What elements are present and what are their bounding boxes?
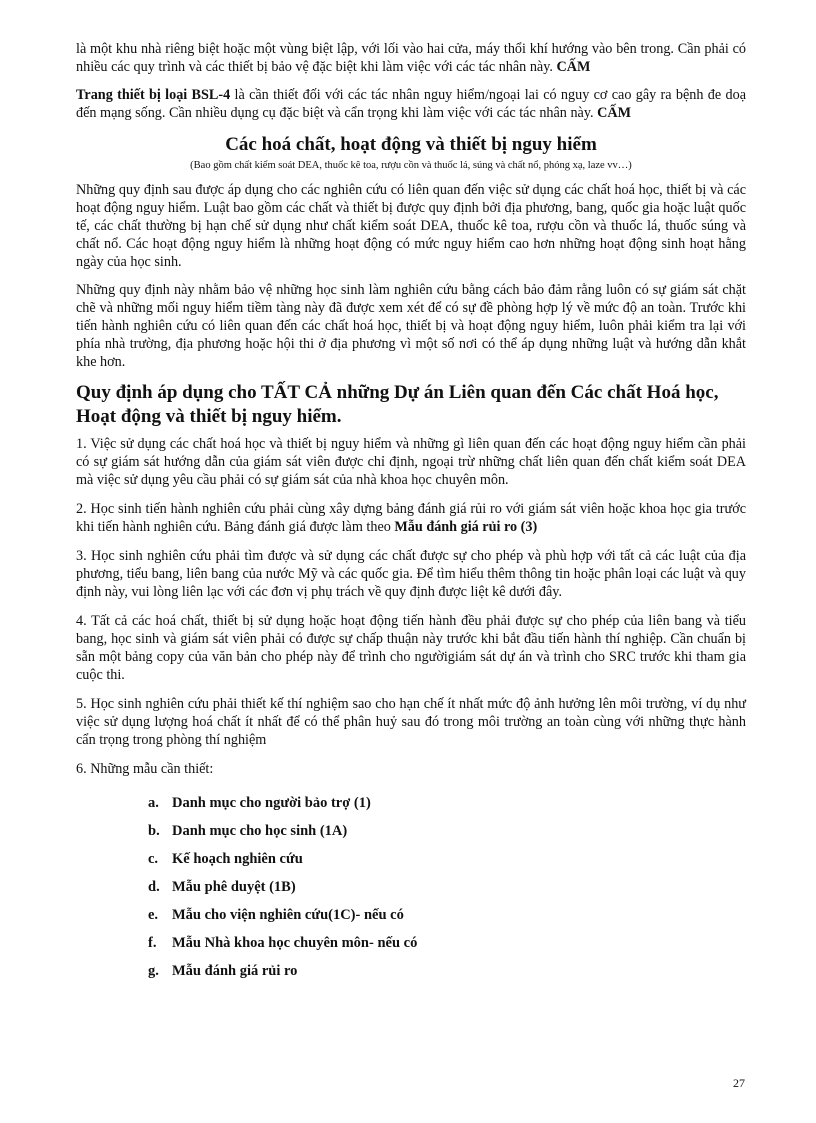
list-item-label: Mẫu đánh giá rủi ro [172, 963, 298, 979]
list-letter: e. [148, 907, 159, 923]
rule-1: 1. Việc sử dụng các chất hoá học và thiết bị nguy hiểm và những gì liên quan đến các hoạt động nguy hiểm cần phải có sự giám sát hướng dẫn của giám sát viên được chỉ định, ngoại trừ những chất liên quan đến chất kiểm soát DEA mà việc sử dụng yêu cầu phải có sự giám sát của nhà khoa học chuyên môn. [76, 436, 746, 488]
page-number: 27 [733, 1076, 745, 1090]
intro-paragraph-1-tail: CẤM [556, 59, 591, 75]
list-letter: g. [148, 963, 159, 979]
risk-form-reference: Mẫu đánh giá rủi ro (3) [394, 519, 538, 535]
list-item-label: Mẫu cho viện nghiên cứu(1C)- nếu có [172, 907, 404, 923]
list-item-label: Danh mục cho học sinh (1A) [172, 823, 348, 839]
section-paragraph-2: Những quy định này nhằm bảo vệ những học sinh làm nghiên cứu bằng cách bảo đảm rằng luôn có sự giám sát chặt chẽ và những mối nguy hiểm tiềm tàng này đã được xem xét để có sự đề phòng hợp lý về mức độ an toàn. Trước khi tiến hành nghiên cứu có liên quan đến các chất hoá học, thiết bị và hoạt động nguy hiểm, luôn phải kiểm tra lại với phía nhà trường, địa phương hoặc hội thi ở địa phương vì một số nơi có thể áp dụng những luật và hướng dẫn khắt khe hơn. [76, 282, 746, 370]
list-item [148, 901, 746, 929]
bsl4-term: Trang thiết bị loại BSL-4 [76, 87, 231, 103]
intro-paragraph-1 [76, 40, 746, 76]
list-item [148, 817, 746, 845]
intro-paragraph-2 [76, 86, 746, 122]
list-item-label: Mẫu Nhà khoa học chuyên môn- nếu có [172, 935, 418, 951]
rule-2-text: 2. Học sinh tiến hành nghiên cứu phải cùng xây dựng bảng đánh giá rủi ro với giám sát viên hoặc khoa học gia trước khi tiến hành nghiên cứu. Bảng đánh giá được làm theo [76, 501, 746, 535]
list-item-label: Danh mục cho người bảo trợ (1) [172, 795, 371, 811]
section-paragraph-1: Những quy định sau được áp dụng cho các nghiên cứu có liên quan đến việc sử dụng các chất hoá học, thiết bị và các hoạt động nguy hiểm. Luật bao gồm các chất và thiết bị được quy định bởi địa phương, bang, quốc gia hoặc luật quốc tế, các chất thường bị hạn chế sử dụng như chất kiểm soát DEA, thuốc kê toa, rượu cồn và thuốc lá, thuốc súng và chất nổ. Các hoạt động nguy hiểm là những hoạt động có mức nguy hiểm cao hơn những hoạt động sinh hoạt hằng ngày của học sinh. [76, 182, 746, 270]
list-item-label: Kế hoạch nghiên cứu [172, 851, 303, 867]
list-letter: d. [148, 879, 160, 895]
rule-4: 4. Tất cả các hoá chất, thiết bị sử dụng hoặc hoạt động tiến hành đều phải được sự cho phép của liên bang và tiểu bang, học sinh và giám sát viên phải có được sự chấp thuận này trước khi bắt đầu tiến hành thí nghiệp. Cần chuẩn bị sẵn một bảng copy của văn bản cho phép này để trình cho ngườigiám sát dự án và trình cho SRC trước khi tham gia cuộc thi. [76, 613, 746, 683]
rule-5: 5. Học sinh nghiên cứu phải thiết kế thí nghiệm sao cho hạn chế ít nhất mức độ ảnh hưởng lên môi trường, ví dụ như việc sử dụng lượng hoá chất ít nhất để có thể phân huỷ sau đó trong môi trường an toàn cùng với những thực hành cẩn trọng trong phòng thí nghiệm [76, 696, 746, 748]
intro-paragraph-2-text: là cần thiết đối với các tác nhân nguy hiểm/ngoại lai có nguy cơ cao gây ra bệnh đe doạ đến mạng sống. Cần nhiều dụng cụ đặc biệt và cẩn trọng khi làm việc với các tác nhân này. [76, 87, 746, 121]
list-item [148, 845, 746, 873]
list-letter: a. [148, 795, 159, 811]
list-letter: b. [148, 823, 160, 839]
list-letter: c. [148, 851, 159, 867]
section-title: Các hoá chất, hoạt động và thiết bị nguy hiểm [225, 134, 597, 155]
list-letter: f. [148, 935, 157, 951]
intro-paragraph-2-tail: CẤM [597, 105, 631, 121]
list-item [148, 929, 746, 957]
intro-paragraph-1-text: là một khu nhà riêng biệt hoặc một vùng biệt lập, với lối vào hai cửa, máy thổi khí hướng vào bên trong. Cần phải có nhiều các quy trình và các thiết bị bảo vệ đặc biệt khi làm việc với các tác nhân này. [76, 41, 746, 75]
rules-heading: Quy định áp dụng cho TẤT CẢ những Dự án Liên quan đến Các chất Hoá học, Hoạt động và thiết bị nguy hiểm. [76, 382, 719, 427]
list-item [148, 957, 746, 985]
list-item [148, 873, 746, 901]
list-item-label: Mẫu phê duyệt (1B) [172, 879, 296, 895]
section-subtitle: (Bao gồm chất kiểm soát DEA, thuốc kê toa, rượu cồn và thuốc lá, súng và chất nổ, phóng xạ, laze vv…) [190, 160, 632, 171]
required-forms-list [76, 789, 746, 985]
rule-6: 6. Những mẫu cần thiết: [76, 761, 214, 777]
list-item [148, 789, 746, 817]
rule-3: 3. Học sinh nghiên cứu phải tìm được và sử dụng các chất được sự cho phép và phù hợp với tất cả các luật của địa phương, tiểu bang, liên bang của nước Mỹ và các quốc gia. Để tìm hiểu thêm thông tin hoặc phân loại các luật và quy định này, vui lòng liên lạc với các đơn vị phụ trách về quy định được liệt kê dưới đây. [76, 548, 746, 600]
document-page [76, 40, 746, 985]
rule-2 [76, 500, 746, 536]
